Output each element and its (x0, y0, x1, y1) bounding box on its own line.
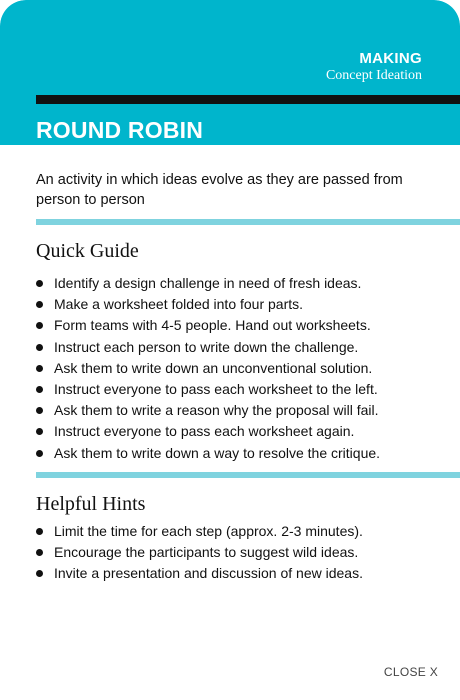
list-item-text: Invite a presentation and discussion of new ideas. (54, 565, 363, 582)
list-item-text: Instruct everyone to pass each worksheet again. (54, 423, 355, 440)
list-item-text: Form teams with 4-5 people. Hand out worksheets. (54, 317, 371, 334)
list-item (36, 521, 446, 542)
bullet-icon (36, 450, 43, 457)
list-item (36, 337, 446, 358)
list-item-text: Make a worksheet folded into four parts. (54, 296, 304, 313)
list-item (36, 563, 446, 584)
subcategory-label: Concept Ideation (325, 68, 422, 83)
list-item (36, 400, 446, 421)
list-item (36, 315, 446, 336)
section-divider (36, 219, 460, 225)
list-item-text: Limit the time for each step (approx. 2-3 minutes). (54, 523, 363, 539)
quick-guide-list (36, 273, 446, 464)
bullet-icon (36, 428, 43, 435)
bullet-icon (36, 386, 43, 393)
list-item-text: Instruct everyone to pass each worksheet to the left. (54, 381, 378, 398)
list-item (36, 542, 446, 563)
list-item-text: Ask them to write down an unconventional solution. (54, 359, 373, 376)
list-item (36, 273, 446, 294)
bullet-icon (36, 570, 43, 577)
list-item-text: Instruct each person to write down the challenge. (54, 338, 359, 355)
bullet-icon (36, 280, 43, 287)
list-item (36, 379, 446, 400)
card-title: ROUND ROBIN (36, 117, 204, 143)
list-item-text: Ask them to write a reason why the proposal will fail. (54, 402, 379, 419)
bullet-icon (36, 407, 43, 414)
list-item (36, 443, 446, 464)
list-item-text: Encourage the participants to suggest wild ideas. (54, 544, 359, 561)
card-description: An activity in which ideas evolve as they are passed from person to person (36, 172, 403, 208)
bullet-icon (36, 301, 43, 308)
list-item (36, 358, 446, 379)
bullet-icon (36, 322, 43, 329)
close-button[interactable]: CLOSE X (383, 665, 438, 679)
list-item (36, 421, 446, 442)
section-divider (36, 472, 460, 478)
list-item-text: Ask them to write down a way to resolve the critique. (54, 444, 381, 461)
header-divider-bar (36, 95, 460, 104)
bullet-icon (36, 528, 43, 535)
list-item (36, 294, 446, 315)
helpful-hints-heading: Helpful Hints (36, 493, 146, 515)
bullet-icon (36, 365, 43, 372)
quick-guide-heading: Quick Guide (36, 240, 139, 262)
bullet-icon (36, 549, 43, 556)
card-header (0, 0, 460, 145)
helpful-hints-list (36, 521, 446, 585)
list-item-text: Identify a design challenge in need of fresh ideas. (54, 275, 362, 291)
bullet-icon (36, 344, 43, 351)
category-label: MAKING (359, 50, 422, 67)
